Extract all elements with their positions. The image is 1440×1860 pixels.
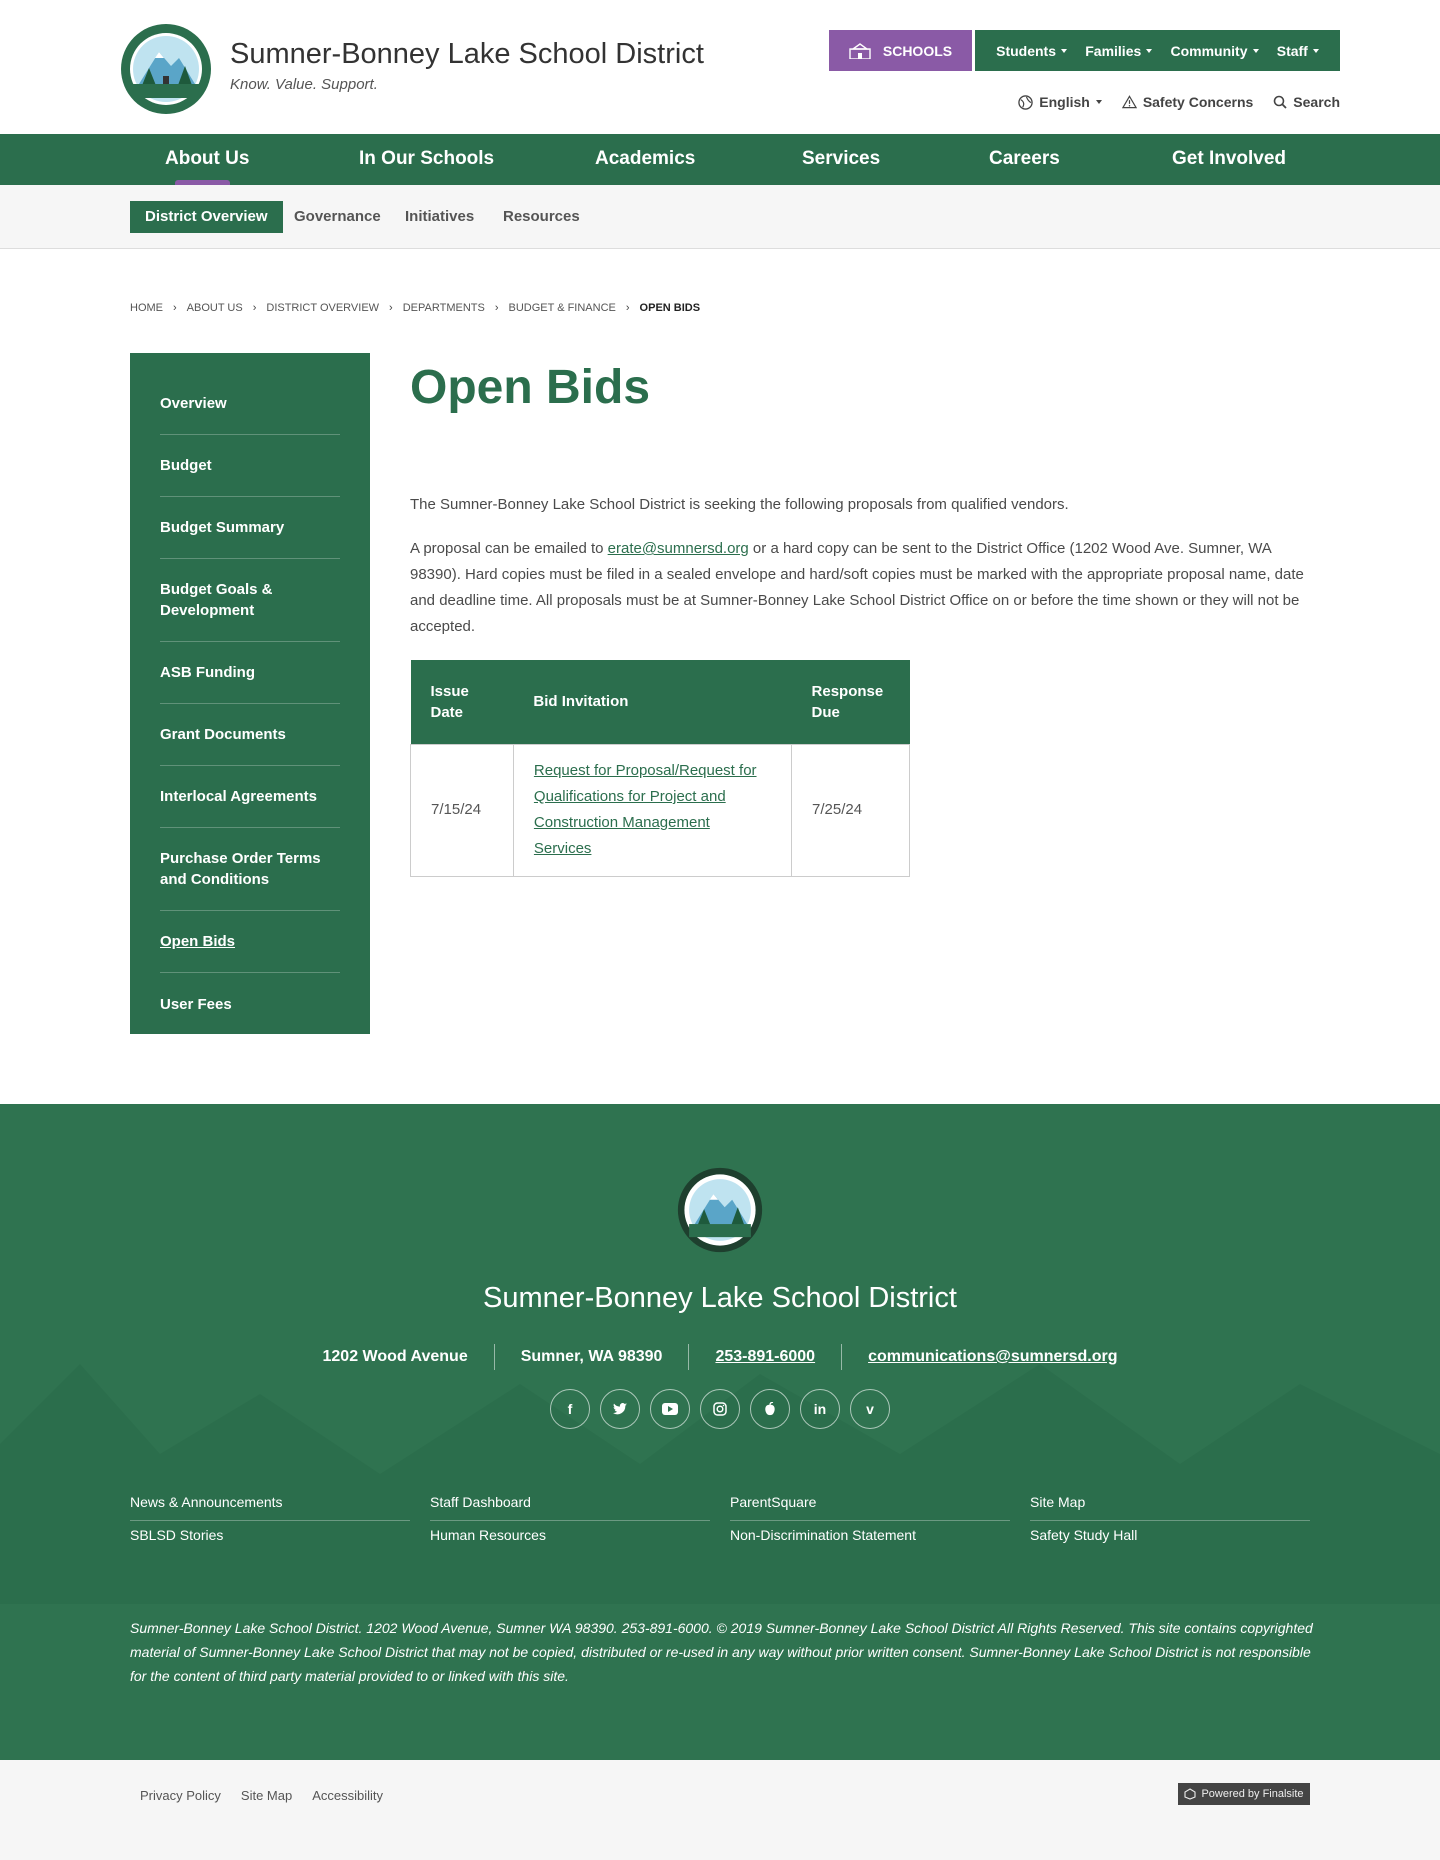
breadcrumb	[130, 302, 700, 314]
instagram-icon[interactable]	[700, 1389, 740, 1429]
sidebar-item-asb-funding[interactable]	[160, 642, 340, 704]
youtube-play-glyph	[662, 1403, 678, 1415]
youtube-icon[interactable]	[650, 1389, 690, 1429]
audience-label: Students	[996, 42, 1056, 59]
peach-glyph	[764, 1402, 776, 1416]
legal-links	[140, 1788, 383, 1803]
subnav-initiatives[interactable]: Initiatives	[405, 208, 475, 225]
school-building-icon	[849, 43, 871, 59]
schools-label: SCHOOLS	[882, 42, 953, 59]
audience-families[interactable]	[1085, 43, 1152, 59]
nav-careers[interactable]: Careers	[989, 148, 1060, 169]
warning-icon	[1122, 95, 1137, 109]
footer-address: 1202 Wood Avenue	[297, 1344, 495, 1370]
footer-phone-link[interactable]: 253-891-6000	[689, 1344, 842, 1370]
erate-email-link[interactable]: erate@sumnersd.org	[607, 540, 749, 557]
footer-link-safety-study-hall[interactable]: Safety Study Hall	[1030, 1527, 1138, 1543]
table-header-row	[411, 660, 910, 744]
footer-link-non-discrimination[interactable]: Non-Discrimination Statement	[730, 1527, 916, 1543]
audience-menu	[975, 30, 1340, 71]
bid-invitation-link[interactable]: Request for Proposal/Request for Qualifications for Project and Construction Management Services	[533, 762, 757, 857]
schools-button[interactable]	[829, 30, 972, 71]
nav-about-us[interactable]: About Us	[165, 148, 250, 169]
breadcrumb-departments[interactable]: DEPARTMENTS	[402, 302, 485, 314]
chevron-right-icon: ›	[625, 302, 630, 314]
caret-down-icon	[1061, 49, 1067, 53]
safety-concerns-link[interactable]	[1122, 94, 1253, 110]
finalsite-icon	[1184, 1788, 1196, 1800]
sidebar-item-label: Grant Documents	[160, 726, 286, 743]
chevron-right-icon: ›	[389, 302, 393, 314]
site-title[interactable]: Sumner-Bonney Lake School District	[230, 38, 704, 70]
caret-down-icon	[1313, 49, 1319, 53]
site-footer	[0, 1104, 1440, 1760]
column-header-response-due: Response Due	[792, 660, 910, 744]
powered-by-label: Powered by Finalsite	[1201, 1788, 1304, 1800]
linkedin-icon[interactable]: in	[800, 1389, 840, 1429]
caret-down-icon	[1096, 100, 1102, 104]
district-logo[interactable]	[119, 22, 213, 116]
nav-services[interactable]: Services	[802, 148, 881, 169]
nav-in-our-schools[interactable]: In Our Schools	[359, 148, 495, 169]
vimeo-icon[interactable]: v	[850, 1389, 890, 1429]
audience-students[interactable]	[996, 43, 1067, 59]
sidebar-item-label: ASB Funding	[160, 664, 255, 681]
sidebar-item-budget-goals[interactable]	[160, 559, 340, 642]
globe-icon	[1018, 95, 1033, 110]
sidebar-item-label: Overview	[160, 395, 227, 412]
sidebar-item-purchase-order-terms[interactable]	[160, 828, 340, 911]
audience-label: Community	[1170, 42, 1248, 59]
breadcrumb-about-us[interactable]: ABOUT US	[186, 302, 243, 314]
subnav-governance[interactable]: Governance	[294, 208, 381, 225]
chevron-right-icon: ›	[173, 302, 177, 314]
sidebar-item-label: Purchase Order Terms and Conditions	[160, 850, 321, 888]
copyright-notice: Sumner-Bonney Lake School District. 1202 Wood Avenue, Sumner WA 98390. 253-891-6000. © 2019 Sumner-Bonney Lake School District All Rights Reserved. This site contains copyrighted material of Sumner-Bonney Lake School District that may not be copied, distributed or re-used in any way without prior written consent. Sumner-Bonney Lake School District is not responsible for the content of third party material provided to or linked with this site.	[130, 1620, 1313, 1684]
intro-paragraph: The Sumner-Bonney Lake School District is seeking the following proposals from qualified vendors.	[410, 496, 1069, 513]
footer-link-staff-dashboard[interactable]: Staff Dashboard	[430, 1488, 710, 1521]
section-sidebar	[130, 353, 370, 1034]
sidebar-item-label: Budget	[160, 457, 212, 474]
page-title: Open Bids	[410, 361, 651, 414]
footer-link-news[interactable]: News & Announcements	[130, 1488, 410, 1521]
site-header	[0, 0, 1440, 134]
peachjar-icon[interactable]	[750, 1389, 790, 1429]
sidebar-item-label: Budget Goals & Development	[160, 581, 273, 619]
footer-links	[130, 1488, 1310, 1553]
instructions-text-end: or a hard copy can be sent to the District Office (1202 Wood Ave. Sumner, WA 98390). Hard copies must be filed in a sealed envelope and hard/soft copies must be marked with the appropriate proposal name, date and deadline time. All proposals must be at Sumner-Bonney Lake School District Office on or before the time shown or they will not be accepted.	[410, 540, 1304, 635]
sidebar-item-budget-summary[interactable]	[160, 497, 340, 559]
audience-community[interactable]	[1171, 43, 1259, 59]
footer-link-site-map[interactable]: Site Map	[1030, 1488, 1310, 1521]
search-label: Search	[1293, 94, 1340, 110]
search-icon	[1273, 95, 1287, 109]
nav-academics[interactable]: Academics	[595, 148, 696, 169]
chevron-right-icon: ›	[494, 302, 499, 314]
caret-down-icon	[1253, 49, 1259, 53]
language-selector[interactable]	[1018, 94, 1102, 110]
twitter-bird-glyph	[613, 1403, 627, 1415]
sidebar-item-open-bids[interactable]	[160, 911, 340, 973]
chevron-right-icon: ›	[252, 302, 257, 314]
table-row	[411, 744, 910, 876]
audience-staff[interactable]	[1277, 43, 1319, 59]
bottom-site-map-link[interactable]: Site Map	[240, 1788, 293, 1803]
social-links	[0, 1389, 1440, 1429]
proposal-instructions	[410, 536, 1310, 640]
issue-date-cell: 7/15/24	[411, 744, 514, 876]
site-tagline: Know. Value. Support.	[230, 76, 378, 93]
sidebar-item-label: Interlocal Agreements	[160, 788, 317, 805]
breadcrumb-district-overview[interactable]: DISTRICT OVERVIEW	[266, 302, 380, 314]
language-label: English	[1039, 94, 1090, 110]
search-button[interactable]	[1273, 94, 1340, 110]
footer-email-link[interactable]: communications@sumnersd.org	[868, 1348, 1118, 1365]
twitter-icon[interactable]	[600, 1389, 640, 1429]
column-header-issue-date: Issue Date	[411, 660, 514, 744]
safety-label: Safety Concerns	[1142, 94, 1254, 110]
sidebar-item-user-fees[interactable]	[160, 973, 340, 1035]
sidebar-item-label: Open Bids	[160, 933, 236, 950]
footer-link-sblsd-stories[interactable]: SBLSD Stories	[130, 1527, 224, 1543]
audience-label: Families	[1085, 42, 1142, 59]
subnav-district-overview[interactable]: District Overview	[130, 201, 283, 233]
column-header-bid-invitation: Bid Invitation	[513, 660, 791, 744]
footer-title: Sumner-Bonney Lake School District	[483, 1282, 957, 1314]
powered-by-finalsite-badge[interactable]	[1178, 1783, 1310, 1805]
sidebar-item-label: Budget Summary	[160, 519, 285, 536]
accessibility-link[interactable]: Accessibility	[312, 1788, 384, 1803]
sidebar-item-grant-documents[interactable]	[160, 704, 340, 766]
utility-nav	[1018, 94, 1340, 110]
footer-link-human-resources[interactable]: Human Resources	[430, 1527, 546, 1543]
instagram-camera-glyph	[713, 1402, 727, 1416]
audience-label: Staff	[1276, 42, 1308, 59]
bid-invitation-cell	[513, 744, 791, 876]
subnav-resources[interactable]: Resources	[503, 208, 580, 225]
sidebar-item-overview[interactable]	[160, 373, 340, 435]
breadcrumb-budget-finance[interactable]: BUDGET & FINANCE	[508, 302, 616, 314]
privacy-policy-link[interactable]: Privacy Policy	[140, 1788, 221, 1803]
footer-contact	[0, 1344, 1440, 1370]
footer-city: Sumner, WA 98390	[495, 1344, 690, 1370]
caret-down-icon	[1146, 49, 1152, 53]
footer-district-logo[interactable]	[676, 1166, 764, 1254]
legal-bar	[0, 1760, 1440, 1860]
footer-link-parentsquare[interactable]: ParentSquare	[730, 1488, 1010, 1521]
main-nav	[0, 134, 1440, 185]
breadcrumb-current: OPEN BIDS	[639, 302, 701, 314]
instructions-text-start: A proposal can be emailed to	[410, 540, 608, 557]
sidebar-item-budget[interactable]	[160, 435, 340, 497]
sub-nav	[0, 185, 1440, 249]
response-due-cell: 7/25/24	[792, 744, 910, 876]
open-bids-table	[410, 660, 910, 877]
facebook-icon[interactable]: f	[550, 1389, 590, 1429]
nav-get-involved[interactable]: Get Involved	[1172, 148, 1287, 169]
sidebar-item-interlocal-agreements[interactable]	[160, 766, 340, 828]
breadcrumb-home[interactable]: HOME	[130, 302, 163, 314]
sidebar-item-label: User Fees	[160, 995, 232, 1013]
